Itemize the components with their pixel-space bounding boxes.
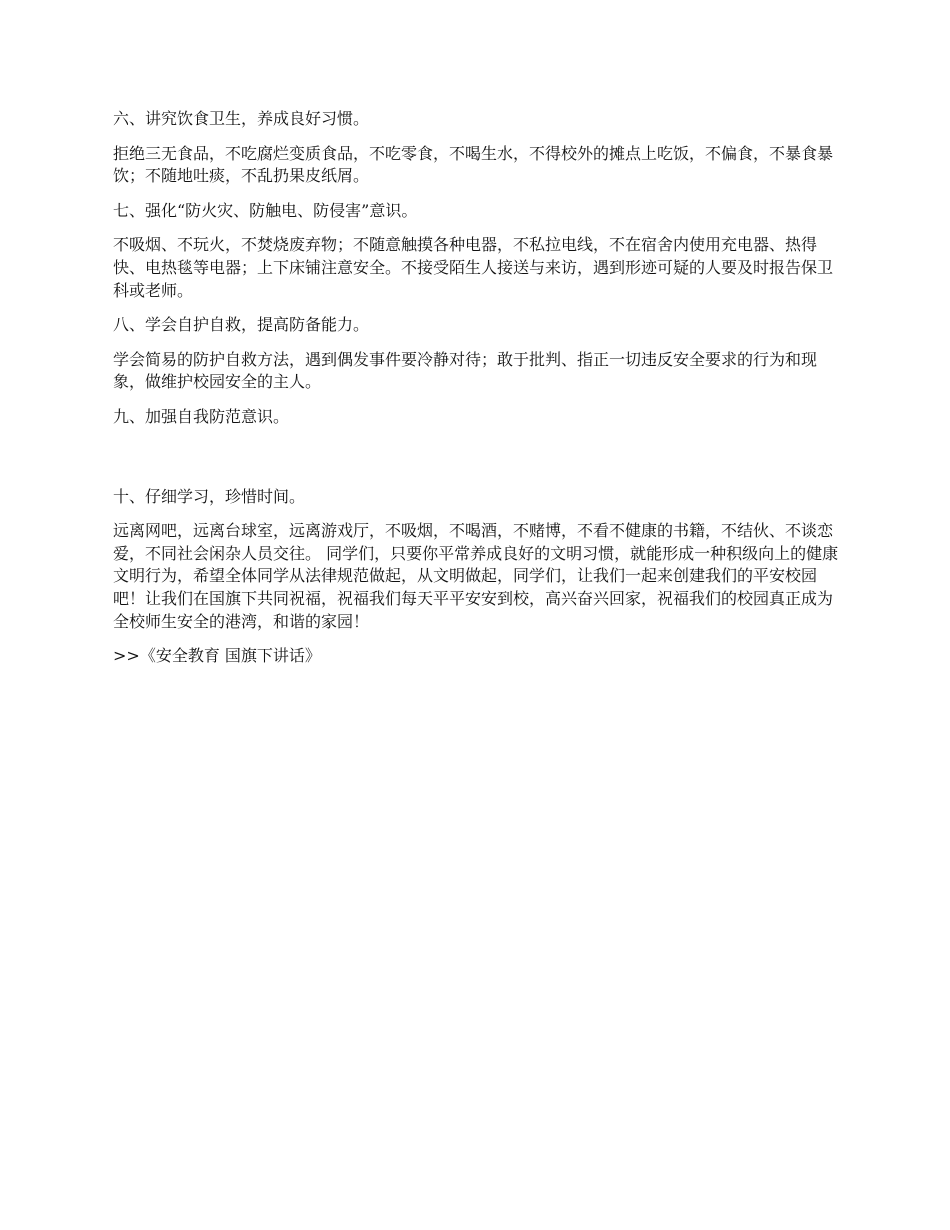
related-article-link[interactable]: >>《安全教育 国旗下讲话》 [113,646,321,666]
section-heading-9: 九、加强自我防范意识。 [113,406,290,426]
section-heading-6: 六、讲究饮食卫生，养成良好习惯。 [113,109,370,128]
document-page [113,108,840,668]
section-body-7: 不吸烟、不玩火，不焚烧废弃物；不随意触摸各种电器，不私拉电线，不在宿舍内使用充电器、热得快、电热毯等电器；上下床铺注意安全。不接受陌生人接送与来访，遇到形迹可疑的人要及时报告保卫科或老师。 [113,235,834,300]
section-body-8: 学会简易的防护自救方法，遇到偶发事件要冷静对待；敢于批判、指正一切违反安全要求的行为和现象，做维护校园安全的主人。 [113,349,818,392]
section-heading-8: 八、学会自护自救，提高防备能力。 [113,315,370,335]
section-heading-10: 十、仔细学习，珍惜时间。 [113,486,306,506]
section-body-10: 远离网吧，远离台球室，远离游戏厅，不吸烟，不喝酒，不赌博，不看不健康的书籍，不结伙、不谈恋爱，不同社会闲杂人员交往。 同学们，只要你平常养成良好的文明习惯，就能形成一种积级向上的健康文明行为，希望全体同学从法律规范做起，从文明做起，同学们，让我们一起来创建我们的平安校园吧！让我们在国旗下共同祝福，祝福我们每天平平安安到校，高兴奋兴回家，祝福我们的校园真正成为全校师生安全的港湾，和谐的家园！ [113,521,839,631]
section-spacer [113,441,840,486]
section-body-6: 拒绝三无食品，不吃腐烂变质食品，不吃零食，不喝生水，不得校外的摊点上吃饭，不偏食，不暴食暴饮；不随地吐痰，不乱扔果皮纸屑。 [113,143,834,186]
section-heading-7: 七、强化“防火灾、防触电、防侵害”意识。 [113,200,418,220]
